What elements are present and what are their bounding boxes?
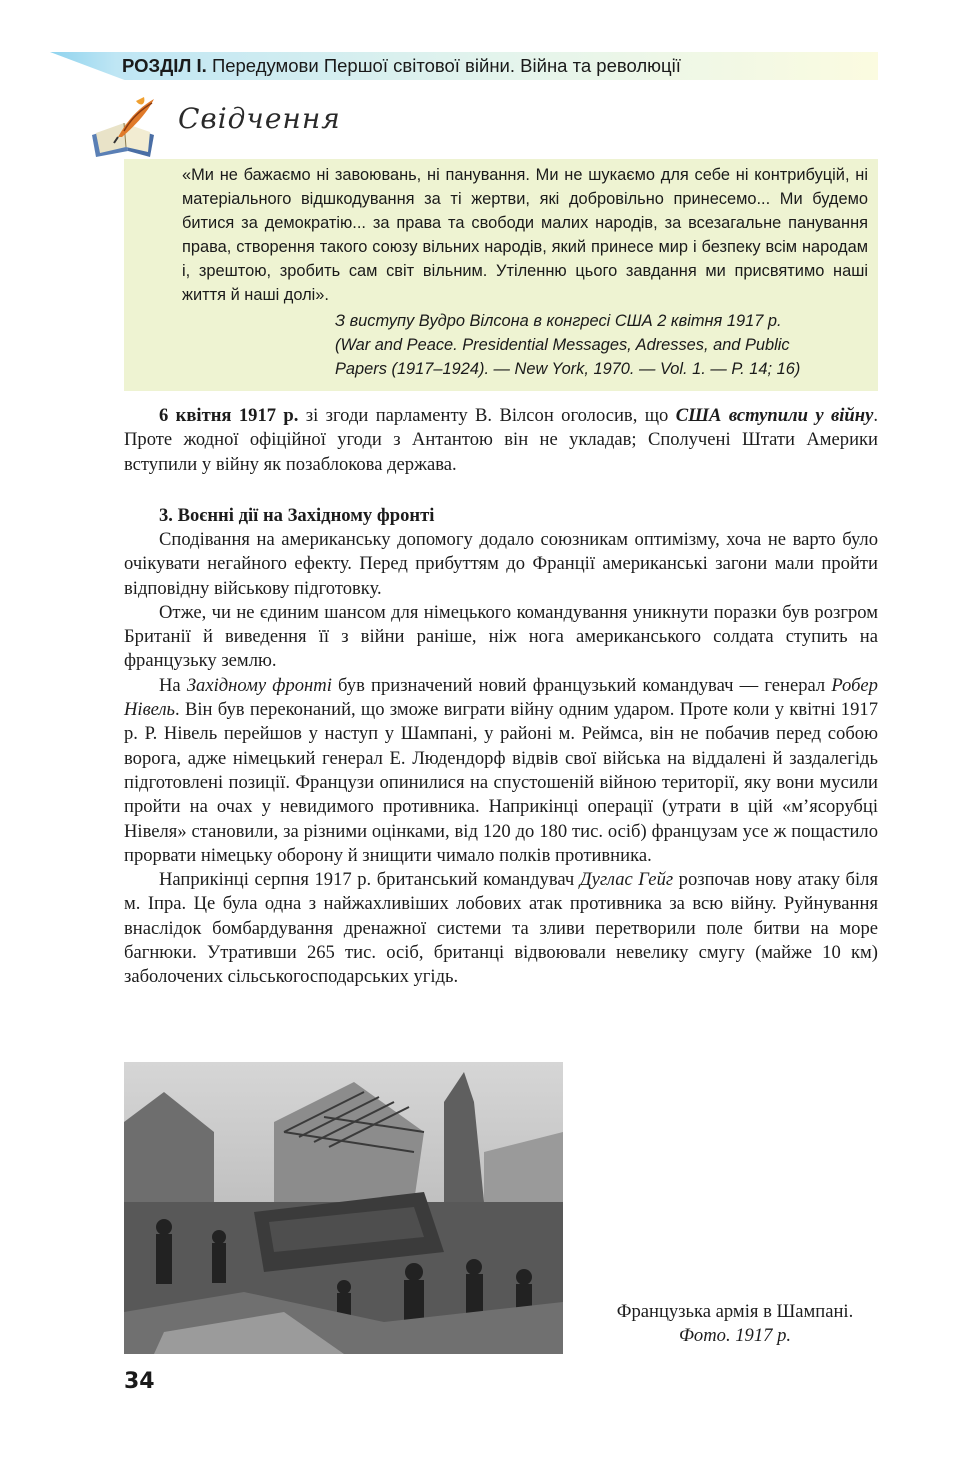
caption-source: Фото. 1917 р. xyxy=(678,1325,792,1346)
key-term: США вступили у війну xyxy=(675,405,874,426)
evidence-quote: «Ми не бажаємо ні завоювань, ні панування. Ми не шукаємо для себе ні контрибуцій, ні матеріального відшкодування за ті жертви, які добровільно принесемо... Ми будемо битися за демократію... за права та свободи малих народів, за всезагальне панування права, створення такого союзу вільних народів, який принесе мир і безпеку всім народам і, зрештою, зробить сам світ вільним. Утіленню цього завдання ми присвятимо наші життя й наші долі». xyxy=(182,166,868,304)
caption-title: Французька армія в Шампані. xyxy=(616,1301,854,1322)
paragraph-usa-entry xyxy=(124,404,878,477)
section-western-front xyxy=(124,503,878,990)
person-name: Робер Нівель xyxy=(124,674,878,721)
section-heading: 3. Воєнні дії на Західному фронті xyxy=(159,505,435,526)
paragraph: Наприкінці серпня 1917 р. британський командувач Дуглас Гейг розпочав нову атаку біля м. Іпра. Це була одна з найжахливіших лобових атак противника за всю війну. Руйнування внаслідок бомбардування дренажної системи та зливи перетворили поле битви на море багнюки. Утративши 265 тис. осіб, британці відвоювали невелику смугу (майже 10 км) заболочених сільськогосподарських угідь. xyxy=(124,869,878,988)
section-label: РОЗДІЛ І. xyxy=(122,55,207,76)
evidence-title: Свідчення xyxy=(178,102,341,135)
photo-caption xyxy=(590,1300,880,1348)
book-quill-icon xyxy=(88,97,168,157)
running-header xyxy=(122,55,681,77)
quote-source-line: Papers (1917–1924). — New York, 1970. — Vol. 1. — P. 14; 16) xyxy=(335,360,801,378)
person-name: Дуглас Гейг xyxy=(579,869,674,891)
paragraph-text: . Проте жодної офіційної угоди з Антантою він не укладав; Сполучені Штати Америки вступили у війну як позаблокова держава. xyxy=(124,405,879,475)
date-highlight: 6 квітня 1917 р. xyxy=(159,405,299,426)
quote-source-line: З виступу Вудро Вілсона в конгресі США 2 квітня 1917 р. xyxy=(335,312,782,330)
term-western-front: Західному фронті xyxy=(186,674,332,696)
section-title: Передумови Першої світової війни. Війна та революції xyxy=(211,55,681,76)
paragraph: На Західному фронті був призначений новий французький командувач — генерал Робер Нівель. Він був переконаний, що зможе виграти війну одним ударом. Проте коли у квітні 1917 р. Р. Нівель перейшов у наступ у Шампані, у районі м. Реймса, він не побачив перед собою ворога, адже німецький генерал Е. Людендорф відвів свої війська на віддалені й заздалегідь підготовлені позиції. Французи опинилися на спустошеній війною території, яку вони мусили пройти на очах у невидимого противника. Наприкінці операції (утрати в цій «м’ясорубці Нівеля» становили, за різними оцінками, від 120 до 180 тис. осіб) французам усе ж пощастило прорвати німецьку оборону й знищити чимало полків противника. xyxy=(124,674,878,866)
paragraph-text: зі згоди парламенту В. Вілсон оголосив, що xyxy=(298,405,676,426)
page-number: 34 xyxy=(124,1369,155,1394)
quote-source xyxy=(335,309,868,381)
paragraph: Отже, чи не єдиним шансом для німецького командування уникнути поразки був розгром Британії й виведення її з війни раніше, ніж нога американського солдата ступить на французьку землю. xyxy=(124,601,878,672)
quote-source-line: (War and Peace. Presidential Messages, Adresses, and Public xyxy=(335,336,790,354)
historical-photo xyxy=(124,1062,563,1354)
paragraph: Сподівання на американську допомогу додало союзникам оптимізму, хоча не варто було очікувати негайного ефекту. Перед прибуттям до Франції американські загони мали пройти відповідну військову підготовку. xyxy=(124,529,878,599)
